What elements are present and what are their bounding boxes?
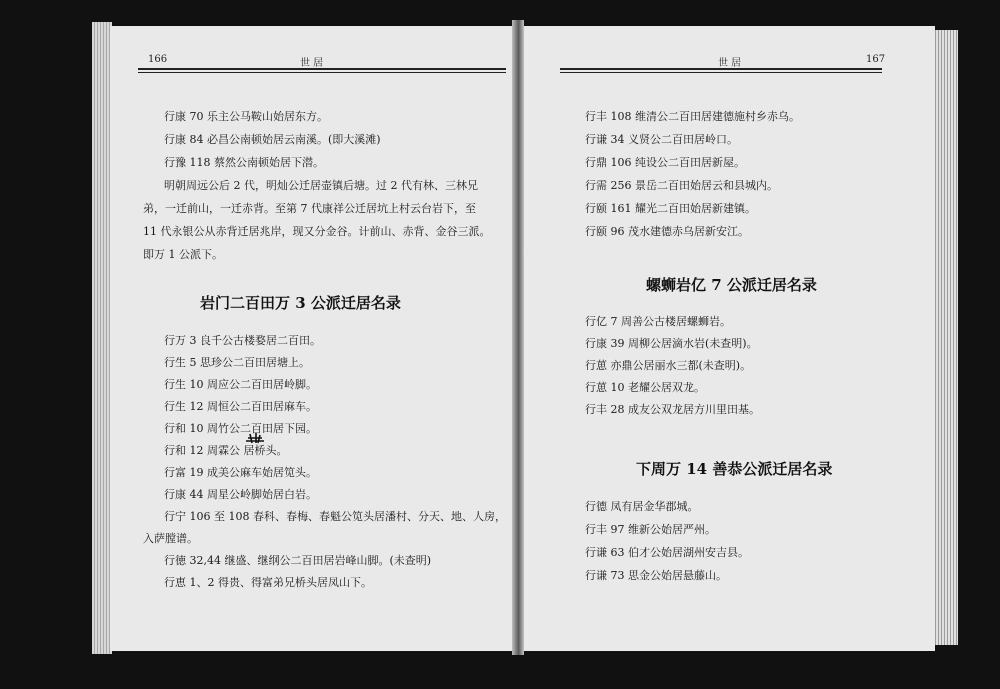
text-line: 行丰 28 成友公双龙居方川里田基。 (585, 403, 760, 416)
text-line: 行和 10 周竹公二百田居下园。 (164, 422, 317, 435)
text-line: 行康 44 周星公岭脚始居白岩。 (164, 488, 317, 501)
left-header-rule (138, 68, 506, 70)
text-line: 行丰 97 维新公始居严州。 (585, 523, 716, 536)
text-line: 行生 12 周恒公二百田居麻车。 (164, 400, 317, 413)
text-line: 行生 10 周应公二百田居岭脚。 (164, 378, 317, 391)
right-page-number: 167 (866, 54, 886, 65)
text-line: 行葸 亦鼎公居丽水三都(未查明)。 (585, 359, 752, 372)
text-line: 入萨膛谱。 (143, 532, 198, 545)
text-line: 行宁 106 至 108 春科、春梅、春魁公笕头居潘村、分天、地、人房， (164, 510, 506, 523)
text-line: 即万 1 公派下。 (143, 248, 223, 261)
handwritten-annotation-icon (244, 431, 266, 445)
text-line: 行康 84 必昌公南顿始居云南溪。(即大溪滩) (164, 133, 381, 146)
book-spine (512, 20, 524, 655)
text-line: 行生 5 思珍公二百田居塘上。 (164, 356, 310, 369)
text-line: 行万 3 良千公古楼婺居二百田。 (164, 334, 321, 347)
left-page-edges (92, 22, 112, 654)
right-header-rule (560, 68, 882, 70)
text-line: 行德 凤有居金华郡城。 (585, 500, 699, 513)
text-line: 行谦 34 义贤公二百田居岭口。 (585, 133, 738, 146)
text-line: 行谦 63 伯才公始居湖州安吉县。 (585, 546, 749, 559)
section-title: 下周万 14 善恭公派迁居名录 (636, 460, 833, 478)
text-line: 行康 70 乐主公马鞍山始居东方。 (164, 110, 328, 123)
text-line: 行徳 32,44 继盛、继纲公二百田居岩峰山脚。(未查明) (164, 554, 432, 567)
text-line: 行恵 1、2 得贵、得富弟兄桥头居凤山下。 (164, 576, 372, 589)
left-page-number: 166 (148, 54, 168, 65)
text-line: 明朝周远公后 2 代，明灿公迁居壶镇后塘。过 2 代有林、三林兄 (164, 179, 478, 192)
text-line: 弟，一迁前山，一迁赤背。至第 7 代康祥公迁居坑上村云台岩下，至 (143, 202, 476, 215)
text-line: 11 代永银公从赤背迁居兆岸，现又分金谷。计前山、赤背、金谷三派。 (143, 225, 491, 238)
section-title: 螺蛳岩亿 7 公派迁居名录 (646, 276, 817, 294)
left-running-title: 世 居 (300, 58, 324, 69)
text-line: 行鼎 106 纯设公二百田居新屋。 (585, 156, 745, 169)
text-line: 行谦 73 思金公始居悬藤山。 (585, 569, 727, 582)
text-line: 行康 39 周柳公居滴水岩(未查明)。 (585, 337, 758, 350)
text-line: 行亿 7 周善公古楼居螺蛳岩。 (585, 315, 731, 328)
text-line: 行葸 10 老耀公居双龙。 (585, 381, 705, 394)
section-title: 岩门二百田万 3 公派迁居名录 (200, 294, 401, 312)
text-line: 行需 256 景岳二百田始居云和县城内。 (585, 179, 778, 192)
text-line: 行丰 108 维清公二百田居建德施村乡赤乌。 (585, 110, 800, 123)
right-running-title: 世 居 (718, 58, 742, 69)
text-line: 行富 19 成美公麻车始居笕头。 (164, 466, 317, 479)
text-line: 行颐 96 茂水建德赤乌居新安江。 (585, 225, 749, 238)
text-line: 行颐 161 耀光二百田始居新建镇。 (585, 202, 756, 215)
text-line: 行和 12 周霖公 居桥头。 (164, 444, 288, 457)
text-line: 行豫 118 蔡然公南顿始居下潜。 (164, 156, 324, 169)
